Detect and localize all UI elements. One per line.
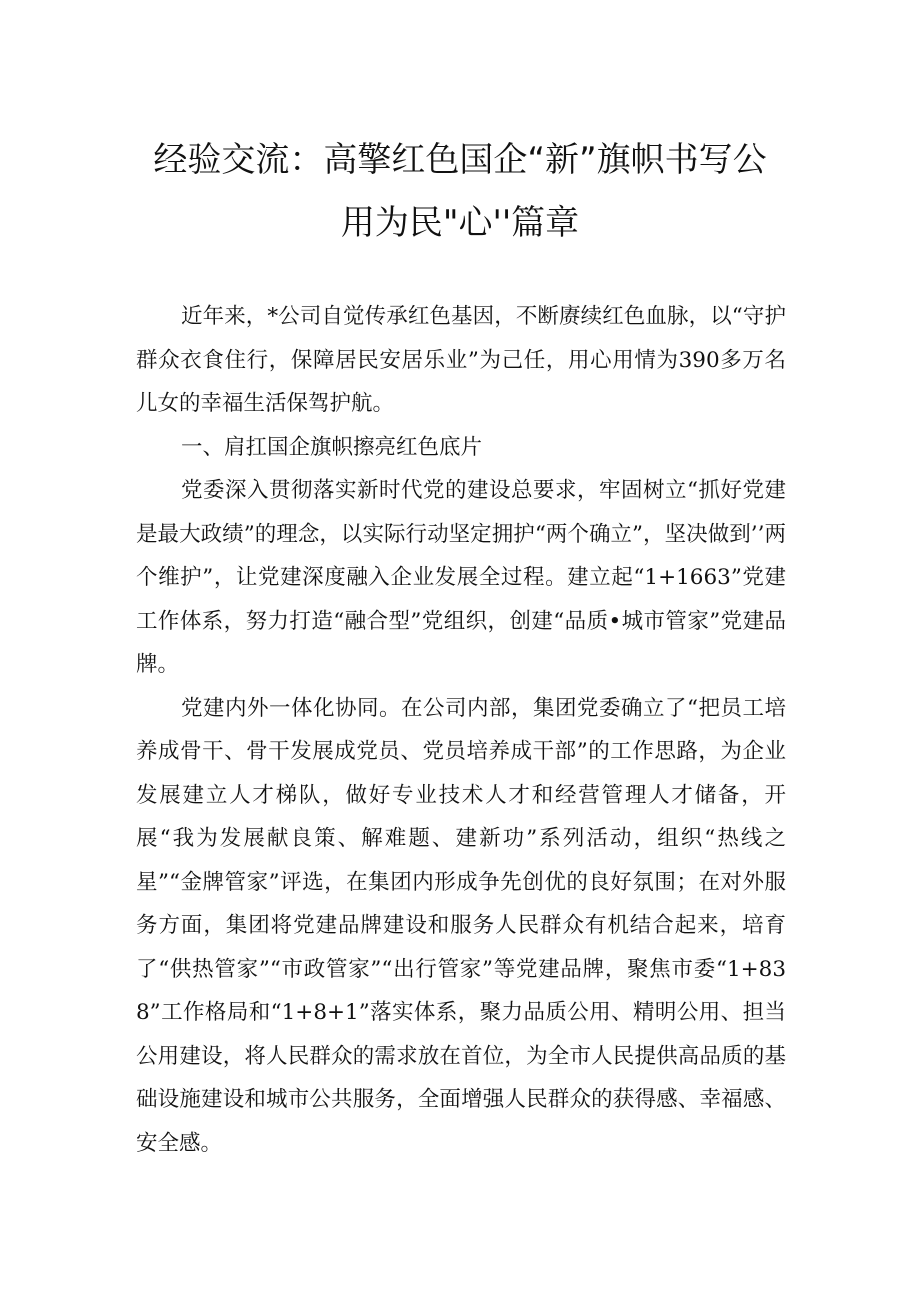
document-body: [136, 295, 786, 1165]
body-paragraph-2: 党建内外一体化协同。在公司内部，集团党委确立了“把员工培养成骨干、骨干发展成党员、党员培养成干部”的工作思路，为企业发展建立人才梯队，做好专业技术人才和经营管理人才储备，开展“我为发展献良策、解难题、建新功”系列活动，组织“热线之星”“金牌管家”评选，在集团内形成争先创优的良好氛围；在对外服务方面，集团将党建品牌建设和服务人民群众有机结合起来，培育了“供热管家”“市政管家”“出行管家”等党建品牌，聚焦市委“1+838”工作格局和“1+8+1”落实体系，聚力品质公用、精明公用、担当公用建设，将人民群众的需求放在首位，为全市人民提供高品质的基础设施建设和城市公共服务，全面增强人民群众的获得感、幸福感、安全感。: [136, 695, 786, 1156]
section-heading-1: 一、肩扛国企旗帜擦亮红色底片: [181, 434, 483, 460]
document-title-line-2: 用为民"心''篇章: [340, 203, 580, 243]
document-title-line-1: 经验交流：高擎红色国企“新”旗帜书写公: [153, 140, 767, 180]
body-paragraph-1: 党委深入贯彻落实新时代党的建设总要求，牢固树立“抓好党建是最大政绩”的理念，以实际行动坚定拥护“两个确立”，坚决做到’’两个维护”，让党建深度融入企业发展全过程。建立起“1+1663”党建工作体系，努力打造“融合型”党组织，创建“品质•城市管家”党建品牌。: [136, 478, 786, 677]
intro-paragraph: 近年来，*公司自觉传承红色基因，不断赓续红色血脉，以“守护群众衣食住行，保障居民安居乐业”为己任，用心用情为390多万名儿女的幸福生活保驾护航。: [136, 304, 786, 416]
